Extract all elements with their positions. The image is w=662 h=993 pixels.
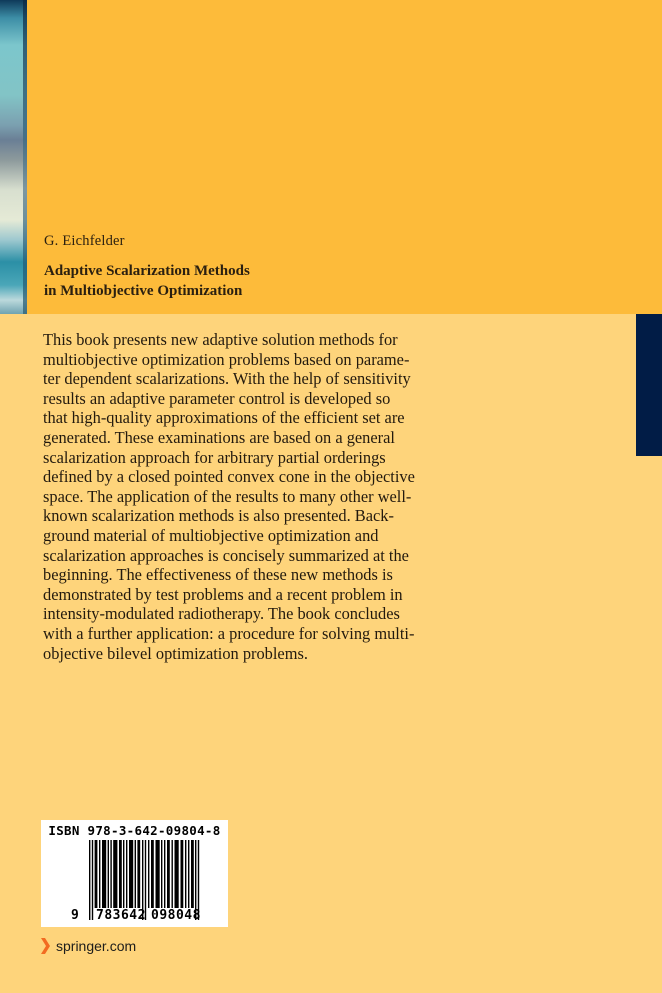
publisher-url[interactable]: springer.com	[56, 938, 137, 954]
description-line: space. The application of the results to many other well-	[43, 486, 412, 506]
isbn-barcode	[41, 820, 228, 927]
description-line: objective bilevel optimization problems.	[43, 643, 308, 663]
description-line: multiobjective optimization problems based on parame-	[43, 349, 410, 369]
book-description	[43, 330, 603, 663]
description-line: generated. These examinations are based on a general	[43, 427, 395, 447]
description-line: defined by a closed pointed convex cone in the objective	[43, 467, 415, 487]
ean-left-group: 783642	[96, 908, 146, 923]
book-title-line-2: in Multiobjective Optimization	[44, 283, 243, 299]
cover-art-strip	[0, 0, 27, 314]
description-line: ground material of multiobjective optimization and	[43, 525, 379, 545]
description-line: results an adaptive parameter control is developed so	[43, 388, 391, 408]
description-line: This book presents new adaptive solution methods for	[43, 330, 398, 349]
description-line: demonstrated by test problems and a recent problem in	[43, 584, 403, 604]
description-line: beginning. The effectiveness of these new methods is	[43, 565, 393, 585]
book-title-line-1: Adaptive Scalarization Methods	[44, 263, 250, 279]
spine-color-tab	[636, 314, 662, 456]
chevron-right-icon	[41, 938, 50, 954]
description-line: known scalarization methods is also presented. Back-	[43, 506, 394, 526]
ean-right-group: 098048	[151, 908, 201, 923]
book-title	[44, 261, 250, 301]
ean-first-digit: 9	[71, 908, 79, 923]
description-line: scalarization approaches is concisely summarized at the	[43, 545, 409, 565]
author-name: G. Eichfelder	[44, 233, 125, 249]
description-line: scalarization approach for arbitrary partial orderings	[43, 447, 386, 467]
publisher-link[interactable]	[41, 938, 136, 954]
isbn-label: ISBN 978-3-642-09804-8	[48, 823, 221, 838]
description-line: intensity-modulated radiotherapy. The book concludes	[43, 604, 400, 624]
description-line: that high-quality approximations of the efficient set are	[43, 408, 405, 428]
description-line: with a further application: a procedure for solving multi-	[43, 623, 415, 643]
description-line: ter dependent scalarizations. With the help of sensitivity	[43, 369, 411, 389]
